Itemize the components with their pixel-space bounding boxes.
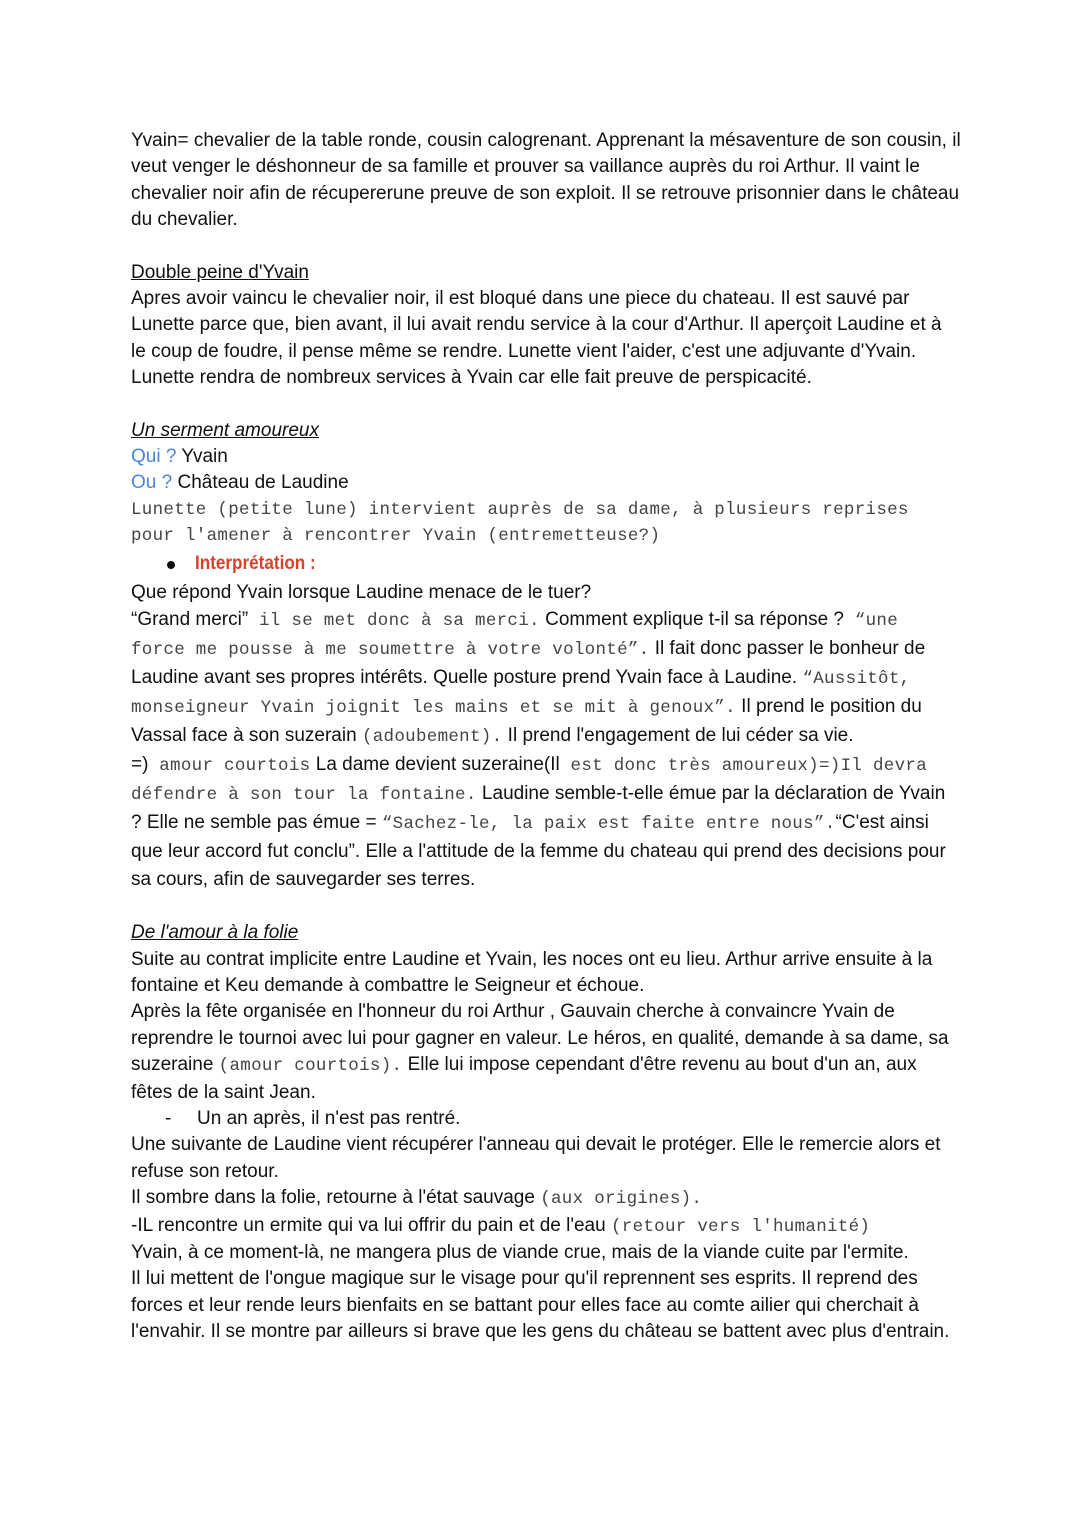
qui-value: Yvain	[176, 446, 228, 468]
dash-list-item	[131, 1106, 961, 1132]
text-span: Un an après, il n'est pas rentré.	[197, 1107, 461, 1129]
intro-paragraph: Yvain= chevalier de la table ronde, cousin calogrenant. Apprenant la mésaventure de son cousin, il veut venger le déshonneur de sa famille et prouver sa vaillance auprès du roi Arthur. Il vaint le chevalier noir afin de récupererune preuve de son exploit. Il se retrouve prisonnier dans le château du chevalier.	[131, 130, 961, 231]
folie-paragraph-5	[131, 1213, 961, 1240]
mono-span: (retour vers l'humanité)	[610, 1216, 871, 1237]
mono-span: “une force me pousse à me soumettre à votre volonté”.	[131, 611, 899, 661]
section-title-amour-folie: De l'amour à la folie	[131, 922, 299, 944]
mono-span: “Sachez-le, la paix est faite entre nous”.	[381, 814, 836, 835]
text-span: Comment explique t-il sa réponse ?	[539, 609, 844, 631]
interpretation-heading: Interprétation :	[195, 553, 316, 575]
text-span: “C'est ainsi que leur accord fut conclu”. Elle a l'attitude de la femme du chateau qui prend des decisions pour sa cours, afin de sauvegarder ses terres.	[131, 812, 946, 891]
folie-paragraph-3: Une suivante de Laudine vient récupérer l'anneau qui devait le protéger. Elle le remercie alors et refuse son retour.	[131, 1134, 941, 1182]
text-span: Il sombre dans la folie, retourne à l'état sauvage	[131, 1187, 541, 1209]
answer-paragraph-2	[131, 751, 961, 894]
section-text-double-peine: Apres avoir vaincu le chevalier noir, il est bloqué dans une piece du chateau. Il est sauvé par Lunette parce que, bien avant, il lui avait rendu service à la cour d'Arthur. Il aperçoit Laudine et à le coup de foudre, il pense même se rendre. Lunette vient l'aider, c'est une adjuvante d'Yvain. Lunette rendra de nombreux services à Yvain car elle fait preuve de perspicacité.	[131, 288, 942, 389]
text-span: Il fait donc passer le bonheur de Laudine avant ses propres intérêts. Quelle posture prend Yvain face à Laudine.	[131, 638, 926, 689]
qui-label: Qui ?	[131, 446, 177, 468]
mono-span: il se met donc à sa merci.	[248, 611, 540, 632]
lunette-note: Lunette (petite lune) intervient auprès de sa dame, à plusieurs reprises pour l'amener à rencontrer Yvain (entremetteuse?)	[131, 499, 909, 547]
folie-paragraph-2	[131, 999, 961, 1106]
text-span: Après la fête organisée en l'honneur du roi Arthur , Gauvain cherche à convaincre Yvain de reprendre le tournoi avec lui pour gagner en valeur. Le héros, en qualité, demande à sa dame, sa suzeraine	[131, 1001, 949, 1076]
mono-span: (amour courtois).	[218, 1056, 403, 1077]
qui-line	[131, 444, 961, 470]
mono-span: (adoubement).	[361, 727, 503, 748]
document-page	[131, 128, 961, 1346]
bullet-item	[131, 550, 961, 580]
text-span: Laudine semble-t-elle émue par la déclaration de Yvain ? Elle ne semble pas émue =	[131, 783, 946, 834]
question-1: Que répond Yvain lorsque Laudine menace de le tuer?	[131, 581, 592, 603]
mono-span: est donc très amoureux)=)Il devra défendre à son tour la fontaine.	[131, 756, 927, 806]
mono-span: (aux origines).	[540, 1189, 703, 1210]
text-span: Il prend l'engagement de lui céder sa vie.	[502, 725, 854, 747]
text-span: -IL rencontre un ermite qui va lui offrir du pain et de l'eau	[131, 1214, 611, 1236]
mono-span: amour courtois	[148, 756, 311, 777]
text-span: Il prend le position du Vassal face à son suzerain	[131, 696, 922, 747]
spacer	[131, 894, 961, 920]
spacer	[131, 234, 961, 260]
ou-line	[131, 470, 961, 496]
text-span: “Grand merci”	[131, 609, 249, 631]
spacer	[131, 392, 961, 418]
folie-paragraph-4	[131, 1185, 961, 1212]
folie-paragraph-1: Suite au contrat implicite entre Laudine et Yvain, les noces ont eu lieu. Arthur arrive ensuite à la fontaine et Keu demande à combattre le Seigneur et échoue.	[131, 948, 933, 996]
ou-value: Château de Laudine	[172, 472, 349, 494]
dash-marker: -	[165, 1107, 172, 1129]
folie-paragraph-6: Yvain, à ce moment-là, ne mangera plus de viande crue, mais de la viande cuite par l'ermite.	[131, 1241, 909, 1263]
text-span: Elle lui impose cependant d'être revenu au bout d'un an, aux fêtes de la saint Jean.	[131, 1054, 917, 1103]
answer-paragraph-1	[131, 606, 961, 751]
bullet-icon	[167, 561, 175, 569]
section-title-serment: Un serment amoureux	[131, 419, 319, 441]
text-span: La dame devient suzeraine(Il	[310, 754, 560, 776]
section-title-double-peine: Double peine d'Yvain	[131, 261, 309, 283]
folie-paragraph-7: Il lui mettent de l'ongue magique sur le visage pour qu'il reprennent ses esprits. Il reprend des forces et leur rende leurs bienfaits en se battant pour elles face au comte ailier qui cherchait à l'envahir. Il se montre par ailleurs si brave que les gens du château se battent avec plus d'entrain.	[131, 1268, 950, 1343]
text-span: =)	[131, 754, 149, 776]
ou-label: Ou ?	[131, 472, 173, 494]
mono-span: “Aussitôt, monseigneur Yvain joignit les mains et se mit à genoux”.	[131, 669, 911, 719]
